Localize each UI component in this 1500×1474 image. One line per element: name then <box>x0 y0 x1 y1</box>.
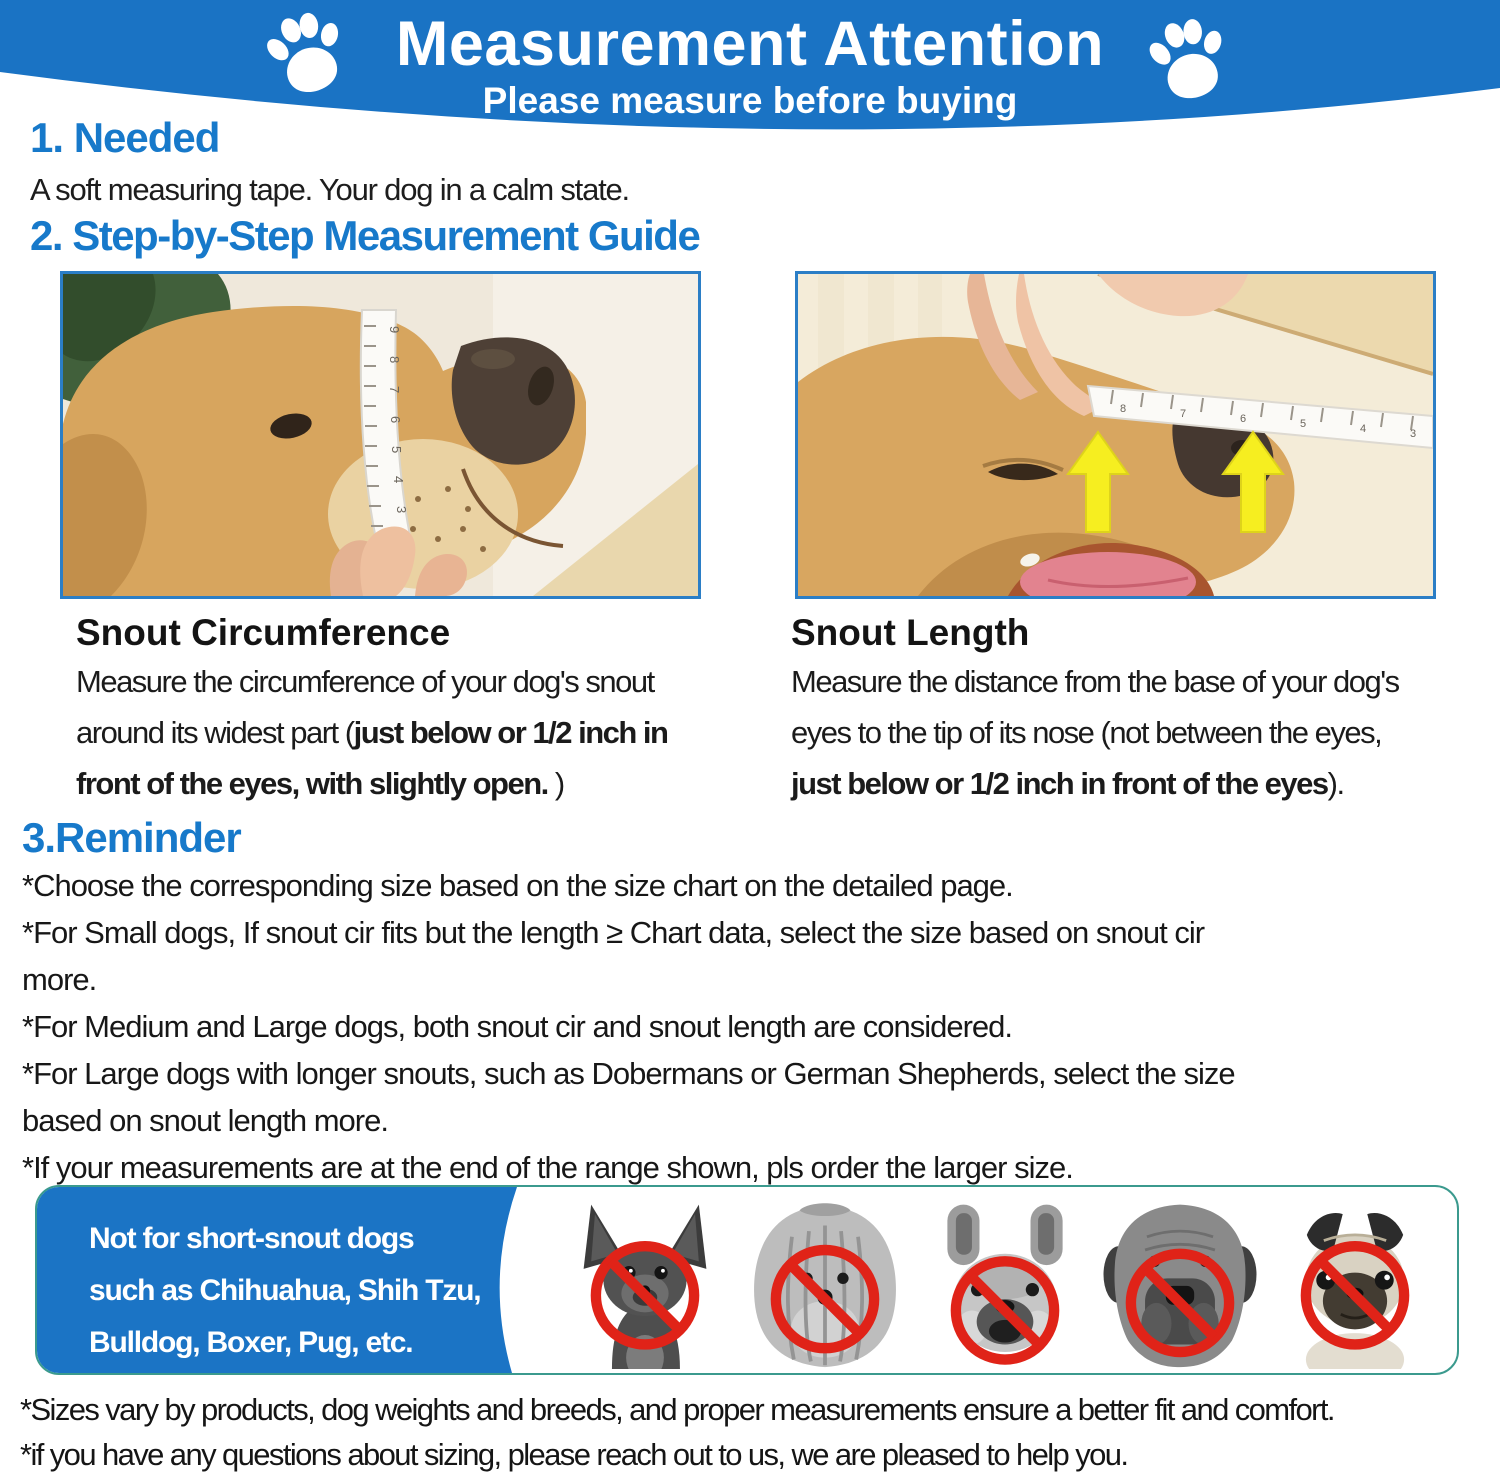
svg-text:7: 7 <box>387 386 402 394</box>
reminder-line: *For Large dogs with longer snouts, such as Dobermans or German Shepherds, select the size <box>22 1056 1235 1091</box>
svg-text:3: 3 <box>394 506 409 514</box>
snout-length-photo <box>795 271 1436 599</box>
guide-heading: 2. Step-by-Step Measurement Guide <box>30 212 700 259</box>
svg-text:6: 6 <box>1240 413 1247 425</box>
card1-title: Snout Circumference <box>76 612 451 653</box>
footer-note: *if you have any questions about sizing, please reach out to us, we are pleased to help you. <box>20 1437 1128 1472</box>
footer-note: *Sizes vary by products, dog weights and breeds, and proper measurements ensure a better fit and comfort. <box>20 1392 1334 1427</box>
svg-text:7: 7 <box>1180 408 1187 420</box>
svg-text:8: 8 <box>1120 403 1127 415</box>
not-for-text: Not for short-snout dogs such as Chihuahua, Shih Tzu, Bulldog, Boxer, Pug, etc. <box>89 1222 481 1359</box>
page-subtitle: Please measure before buying <box>482 80 1018 121</box>
reminder-line: *For Small dogs, If snout cir fits but the length ≥ Chart data, select the size based on snout cir <box>22 915 1205 950</box>
card2-description: Measure the distance from the base of your dog's eyes to the tip of its nose (not between the eyes, just below or 1/2 inch in front of the eyes). <box>791 664 1399 801</box>
card2-title: Snout Length <box>791 612 1030 653</box>
reminder-heading: 3.Reminder <box>22 814 241 861</box>
svg-text:5: 5 <box>389 446 404 454</box>
svg-text:5: 5 <box>1300 418 1307 430</box>
needed-body: A soft measuring tape. Your dog in a calm state. <box>30 172 629 207</box>
svg-text:4: 4 <box>1360 423 1367 435</box>
svg-text:6: 6 <box>388 416 403 424</box>
svg-text:9: 9 <box>387 326 402 334</box>
page-title: Measurement Attention <box>395 9 1105 79</box>
reminder-line: *If your measurements are at the end of the range shown, pls order the larger size. <box>22 1150 1073 1185</box>
reminder-line: more. <box>22 962 97 997</box>
svg-text:3: 3 <box>1410 428 1417 440</box>
reminder-line: *Choose the corresponding size based on the size chart on the detailed page. <box>22 868 1013 903</box>
dog-mastiff-image <box>1090 1199 1270 1369</box>
needed-heading: 1. Needed <box>30 114 220 161</box>
svg-text:8: 8 <box>387 356 402 364</box>
dog-shih-tzu-image <box>735 1199 915 1369</box>
card1-description: Measure the circumference of your dog's snout around its widest part (just below or 1/2 inch in front of the eyes, with slightly open. ) <box>76 664 668 801</box>
dog-chihuahua-image <box>555 1199 735 1369</box>
reminder-line: *For Medium and Large dogs, both snout cir and snout length are considered. <box>22 1009 1012 1044</box>
reminder-line: based on snout length more. <box>22 1103 388 1138</box>
snout-circumference-photo <box>60 271 701 599</box>
svg-text:4: 4 <box>391 476 406 484</box>
dog-french-bulldog-image <box>915 1199 1095 1369</box>
reminder-list <box>22 862 1235 1191</box>
dog-pug-image <box>1265 1199 1445 1369</box>
not-for-box <box>35 1185 1459 1375</box>
